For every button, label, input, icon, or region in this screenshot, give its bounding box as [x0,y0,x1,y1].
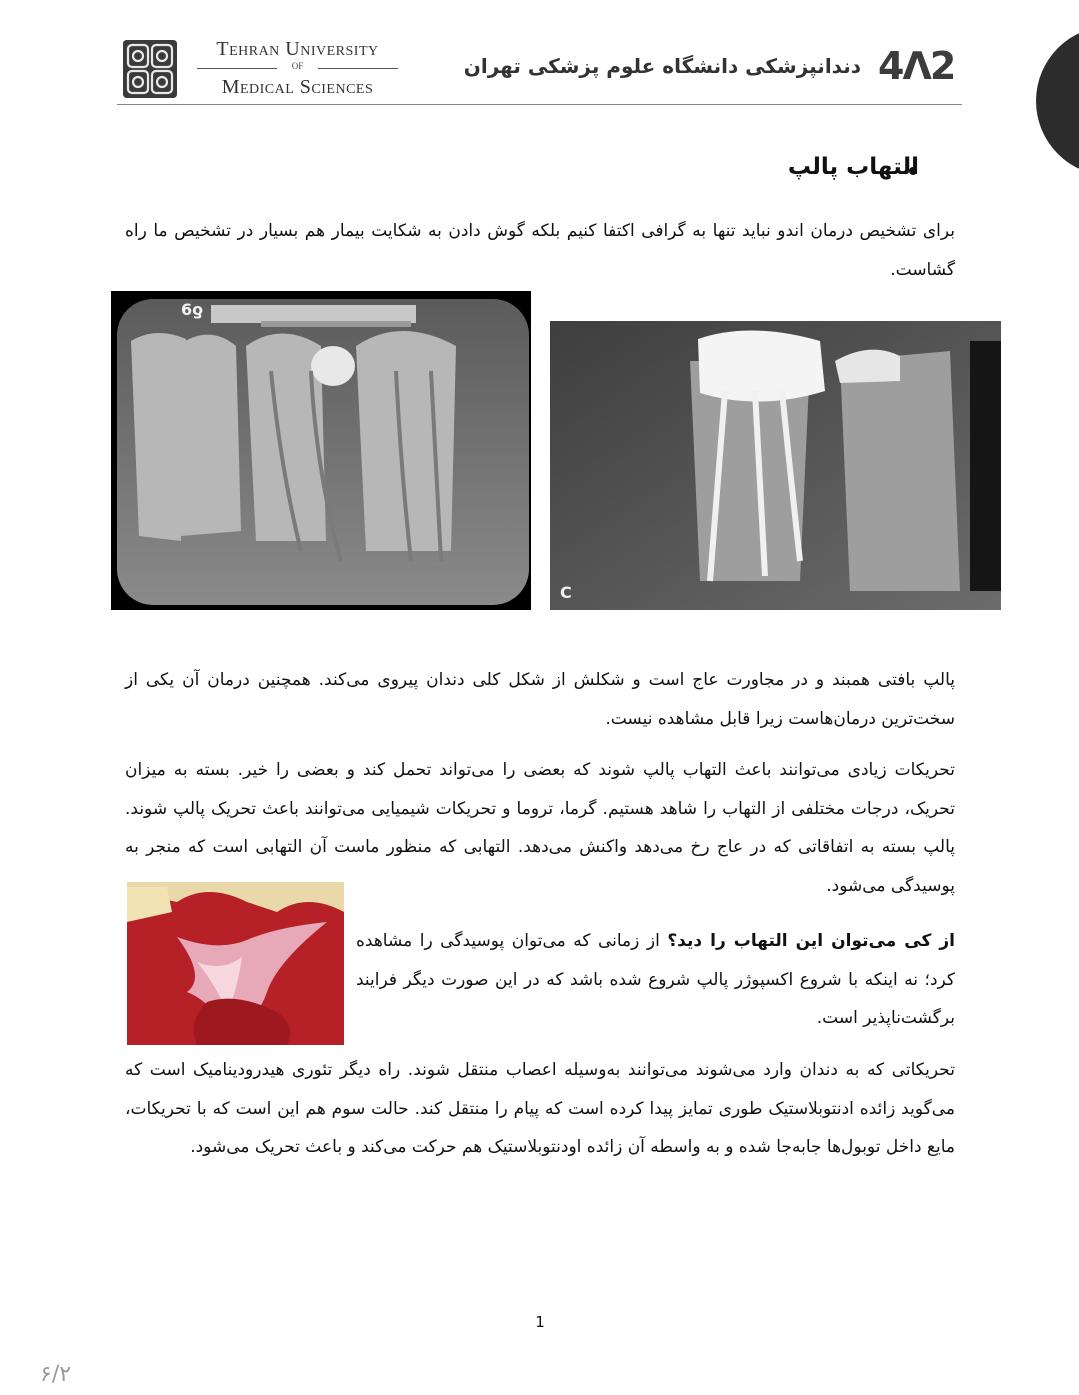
question-bold: از کی می‌توان این التهاب را دید؟ [667,931,955,951]
page-number: 1 [535,1313,545,1331]
page-corner-tab [1036,26,1079,176]
histology-image [127,882,344,1045]
header-divider [117,104,962,105]
brand-logo: 4ⴷ2 [878,44,955,88]
xray-left-marker: 6ƍ [181,300,204,319]
xray-image-left [111,291,531,610]
paragraph-when-visible [356,922,955,1038]
university-logo [123,40,177,98]
university-name-of: OF [195,61,400,75]
paragraph-stimuli: تحریکات زیادی می‌توانند باعث التهاب پالپ شوند که بعضی را می‌تواند تحمل کند و بعضی را خیر. بسته به میزان تحریک، درجات مختلفی از التهاب را شاهد هستیم. گرما، تروما و تحریکات شیمیایی می‌توانند باعث تحریک پالپ شوند. پالپ بسته به اتفاقاتی که در عاج رخ می‌دهد واکنش می‌دهد. التهابی که منظور ماست آن التهابی است که منجر به پوسیدگی می‌شود. [125,760,955,896]
answer-text: از زمانی که می‌توان پوسیدگی را مشاهده کرد؛ نه اینکه با شروع اکسپوژر پالپ شروع شده باشد که در این صورت دیگر فرایند برگشت‌ناپذیر است. [356,931,955,1028]
university-name-line1: Tehran University [216,38,379,60]
university-name-line2: Medical Sciences [221,76,374,98]
page-counter: ۶/۲ [40,1362,72,1387]
xray-image-right [550,321,1001,610]
section-heading: التهاب پالپ [787,154,919,180]
xray-right-label: C [560,583,572,602]
paragraph-transmission: تحریکاتی که به دندان وارد می‌شوند می‌توانند به‌وسیله اعصاب منتقل شوند. راه دیگر تئوری هیدرودینامیک است که می‌گوید زائده ادنتوبلاستیک طوری تمایز پیدا کرده است که پیام را منتقل کند. حالت سوم هم این است که با تحریکات، مایع داخل توبول‌ها جابه‌جا شده و به واسطه آن زائده اودنتوبلاستیک هم حرکت می‌کند و باعث تحریک می‌شود. [125,1060,955,1157]
paragraph-intro: برای تشخیص درمان اندو نباید تنها به گرافی اکتفا کنیم بلکه گوش دادن به شکایت بیمار هم بسیار در تشخیص ما راه گشاست. [125,221,955,280]
paragraph-pulp-definition: پالپ بافتی همبند و در مجاورت عاج است و شکلش از شکل کلی دندان پیروی می‌کند. همچنین درمان آن یکی از سخت‌ترین درمان‌هاست زیرا قابل مشاهده نیست. [125,670,955,729]
header-title: دندانپزشکی دانشگاه علوم پزشکی تهران [463,54,861,78]
